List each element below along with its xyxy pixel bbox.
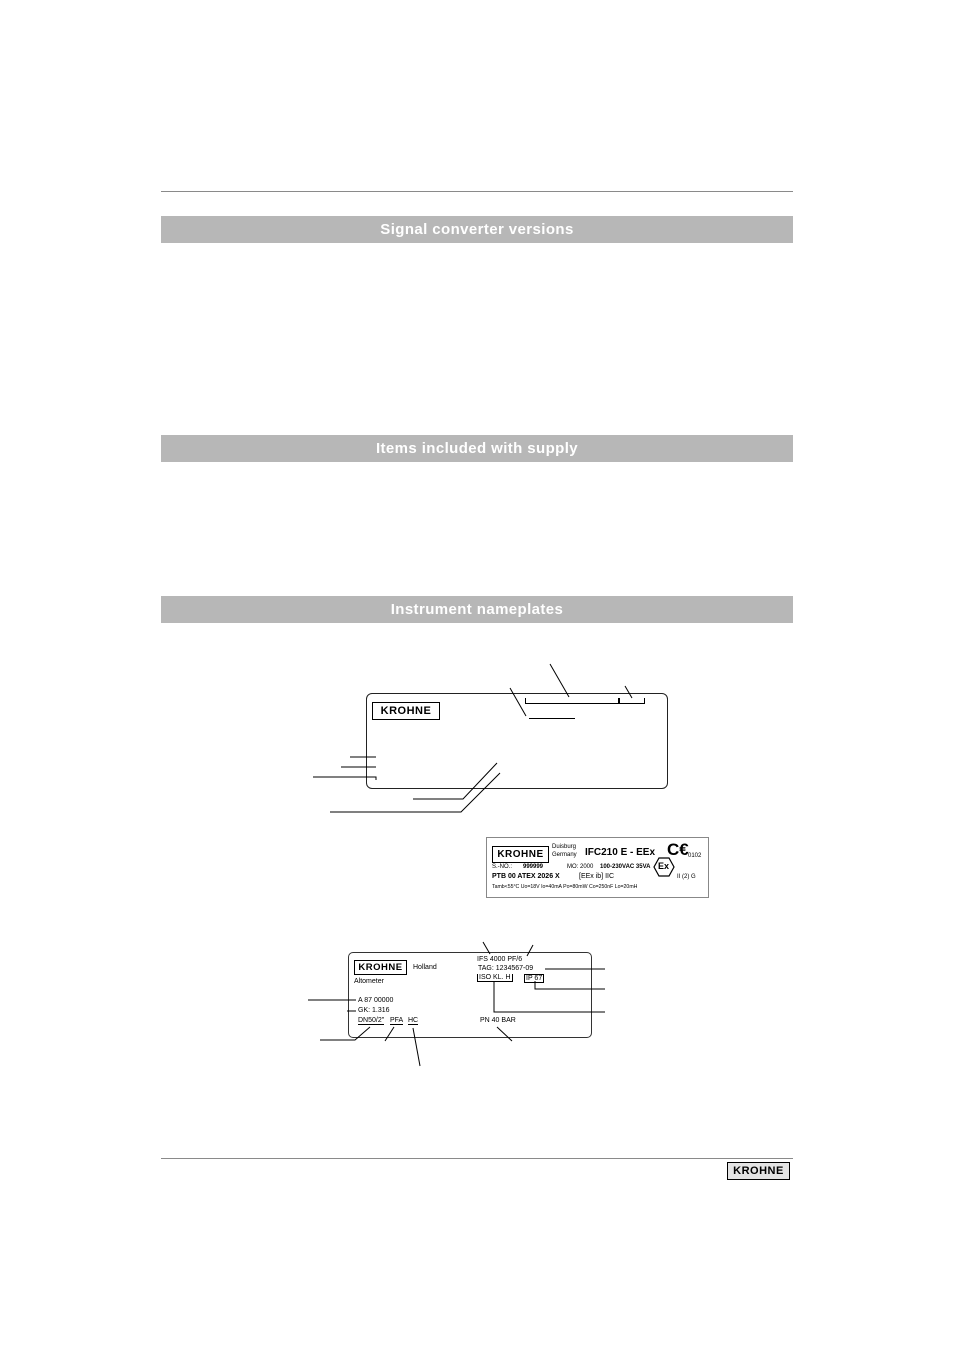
protection-label: [EEx ib] IIC bbox=[579, 873, 615, 880]
leader-line bbox=[385, 1027, 394, 1041]
city-label: Duisburg bbox=[552, 844, 577, 850]
ce-number: 0102 bbox=[688, 853, 702, 859]
pressure-rating: PN 40 BAR bbox=[480, 1017, 516, 1024]
leader-line bbox=[413, 1028, 420, 1066]
ex-symbol: Ex bbox=[658, 861, 670, 871]
krohne-logo: KROHNE bbox=[354, 960, 407, 975]
leader-line bbox=[494, 982, 605, 1012]
leader-line bbox=[313, 777, 376, 780]
iso-class-label: ISO KL. H bbox=[479, 974, 511, 981]
product-label: Altometer bbox=[354, 978, 384, 985]
leader-line bbox=[330, 773, 500, 812]
leader-line bbox=[527, 945, 533, 956]
model-label: IFC210 E - EEx bbox=[585, 847, 656, 858]
krohne-logo: KROHNE bbox=[492, 846, 549, 863]
footer-rule bbox=[161, 1158, 793, 1159]
country-label: Holland bbox=[413, 964, 437, 971]
section-heading-items-included: Items included with supply bbox=[161, 435, 793, 462]
order-number: A 87 00000 bbox=[358, 997, 394, 1004]
category-label: II (2) G bbox=[677, 874, 696, 880]
country-label: Germany bbox=[552, 852, 577, 858]
mo-label: MO: 2000 bbox=[567, 864, 594, 870]
leader-line bbox=[483, 942, 490, 954]
leader-line bbox=[625, 686, 632, 698]
serial-value: 999999 bbox=[523, 864, 544, 870]
section-heading-nameplates: Instrument nameplates bbox=[161, 596, 793, 623]
footer-krohne-logo: KROHNE bbox=[727, 1162, 790, 1180]
electrode-material: HC bbox=[408, 1017, 419, 1024]
dn-size: DN50/2" bbox=[358, 1017, 385, 1024]
power-label: 100-230VAC 35VA bbox=[600, 864, 651, 870]
tag-line: TAG: 1234567-09 bbox=[478, 965, 534, 972]
leader-line bbox=[497, 1027, 512, 1041]
leader-line bbox=[535, 981, 605, 989]
atex-label: PTB 00 ATEX 2026 X bbox=[492, 873, 560, 880]
section-heading-converter-versions: Signal converter versions bbox=[161, 216, 793, 243]
gk-value: GK: 1.316 bbox=[358, 1007, 390, 1014]
krohne-logo: KROHNE bbox=[372, 702, 440, 720]
ip-rating-label: IP 67 bbox=[526, 975, 543, 982]
leader-line bbox=[550, 664, 569, 697]
serial-label: S.-NO.: bbox=[492, 864, 513, 870]
leader-line bbox=[413, 763, 497, 799]
ce-mark-icon: C€ bbox=[667, 840, 689, 859]
model-line: IFS 4000 PF/6 bbox=[477, 956, 523, 963]
tamb-label: Tamb<55°C Uo=18V Io=40mA Po=80mW Co=250nF Lo=20mH bbox=[492, 884, 638, 890]
liner-material: PFA bbox=[390, 1017, 404, 1024]
leader-line bbox=[320, 1027, 370, 1040]
leader-line bbox=[510, 688, 526, 716]
